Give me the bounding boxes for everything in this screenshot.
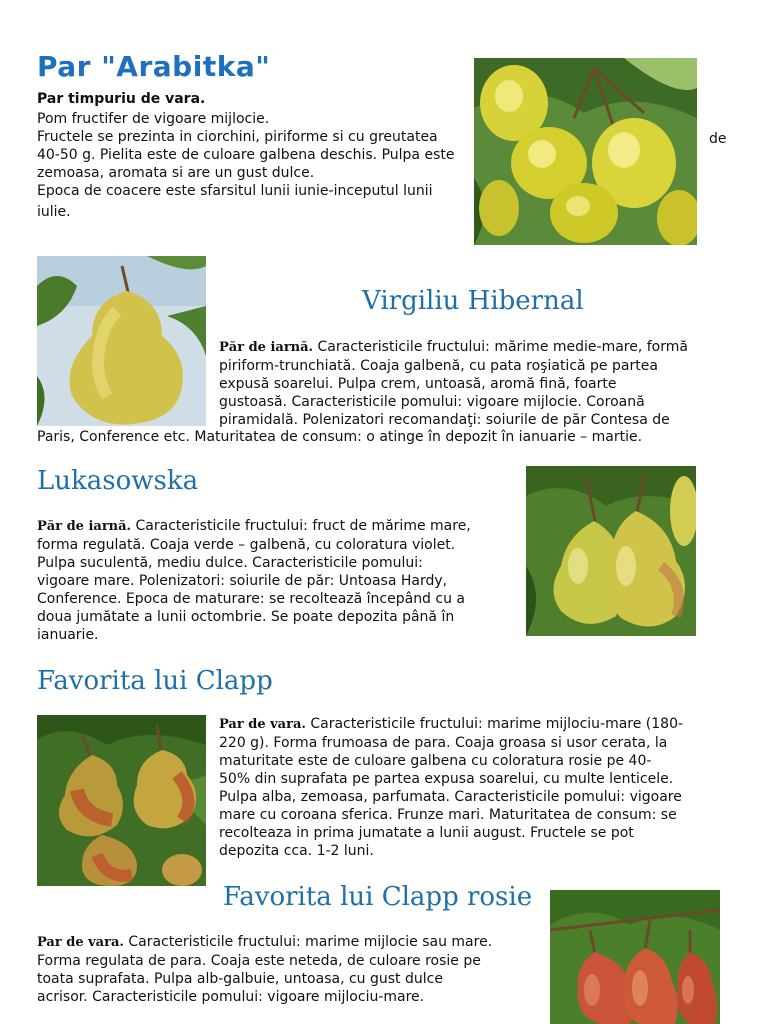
arabitka-pears-photo [474, 58, 697, 245]
text-line: piriform-trunchiată. Coaja galbenă, cu pata roşiatică pe partea [219, 358, 658, 374]
text-line: doua jumătate a lunii octombrie. Se poate depozita până în [37, 609, 455, 625]
text-line: acrisor. Caracteristicile pomului: vigoare mijlociu-mare. [37, 989, 425, 1005]
title-arabitka: Par "Arabitka" [37, 50, 271, 83]
favorita-clapp-pears-photo [37, 715, 206, 886]
text-line: Pulpa suculentă, mediu dulce. Caracteristicile pomului: [37, 555, 423, 571]
text-line: Paris, Conference etc. Maturitatea de consum: o atinge în depozit în ianuarie – martie. [37, 429, 643, 445]
text-line: 50% din suprafata pe partea expusa soarelui, cu multe lenticele. [219, 771, 674, 787]
title-favorita-lui-clapp: Favorita lui Clapp [37, 666, 273, 696]
text-line: Pulpa alba, zemoasa, parfumata. Caracteristicile pomului: vigoare [219, 789, 682, 805]
text-line: Fructele se prezinta in ciorchini, piriforme si cu greutatea [37, 129, 438, 145]
text-span: Caracteristicile fructului: mărime medie-mare, formă [317, 339, 688, 355]
text-line: recolteaza in prima jumatate a lunii august. Fructele se pot [219, 825, 634, 841]
title-favorita-lui-clapp-rosie: Favorita lui Clapp rosie [223, 882, 533, 912]
text-lukasowska [37, 517, 471, 644]
text-line: depozita cca. 1-2 luni. [219, 843, 374, 859]
virgiliu-pear-photo [37, 256, 206, 426]
text-line [219, 338, 688, 357]
text-line: Conference. Epoca de maturare: se recoltează începând cu a [37, 591, 465, 607]
subtitle-arabitka: Par timpuriu de vara. [37, 91, 206, 107]
text-line-de: de [709, 131, 727, 147]
text-favorita-clapp [219, 715, 683, 860]
text-line: forma regulată. Coaja verde – galbenă, cu coloratura violet. [37, 537, 456, 553]
lukasowska-pears-photo [526, 466, 696, 636]
text-span: Caracteristicile fructului: marime mijlocie sau mare. [128, 934, 493, 950]
text-line: iulie. [37, 204, 71, 220]
text-arabitka [37, 110, 454, 221]
text-line: mare cu coroana sferica. Frunze mari. Maturitatea de consum: se [219, 807, 677, 823]
text-virgiliu [219, 338, 688, 429]
text-span: Caracteristicile fructului: fruct de mărime mare, [135, 518, 471, 534]
text-line: Pom fructifer de vigoare mijlocie. [37, 111, 270, 127]
lead-label: Par de vara. [219, 717, 306, 732]
text-favorita-clapp-rosie [37, 933, 492, 1006]
text-line: Epoca de coacere este sfarsitul lunii iunie-inceputul lunii [37, 183, 433, 199]
text-line: toata suprafata. Pulpa alb-galbuie, untoasa, cu gust dulce [37, 971, 443, 987]
text-line: gustoasă. Caracteristicile pomului: vigoare mijlocie. Coroană [219, 394, 645, 410]
text-line: piramidală. Polenizatori recomandaţi: soiurile de păr Contesa de [219, 412, 670, 428]
text-line [219, 715, 683, 734]
text-line: expusă soarelui. Pulpa crem, untoasă, aromă fină, foarte [219, 376, 617, 392]
title-virgiliu-hibernal: Virgiliu Hibernal [362, 286, 584, 316]
text-line: 220 g). Forma frumoasa de para. Coaja groasa si usor cerata, la [219, 735, 668, 751]
title-lukasowska: Lukasowska [37, 466, 199, 496]
text-line: zemoasa, aromata si are un gust dulce. [37, 165, 315, 181]
text-line: Forma regulata de para. Coaja este neteda, de culoare rosie pe [37, 953, 481, 969]
text-line [37, 517, 471, 536]
text-line: 40-50 g. Pielita este de culoare galbena deschis. Pulpa este [37, 147, 455, 163]
text-line [37, 933, 492, 952]
text-span: Caracteristicile fructului: marime mijlociu-mare (180- [310, 716, 684, 732]
favorita-clapp-rosie-pears-photo [550, 890, 720, 1024]
lead-label: Par de vara. [37, 935, 124, 950]
text-line: maturitate este de culoare galbena cu coloratura rosie pe 40- [219, 753, 652, 769]
lead-label: Păr de iarnă. [219, 340, 314, 355]
text-line: vigoare mare. Polenizatori: soiurile de păr: Untoasa Hardy, [37, 573, 448, 589]
lead-label: Păr de iarnă. [37, 519, 132, 534]
text-line: ianuarie. [37, 627, 99, 643]
